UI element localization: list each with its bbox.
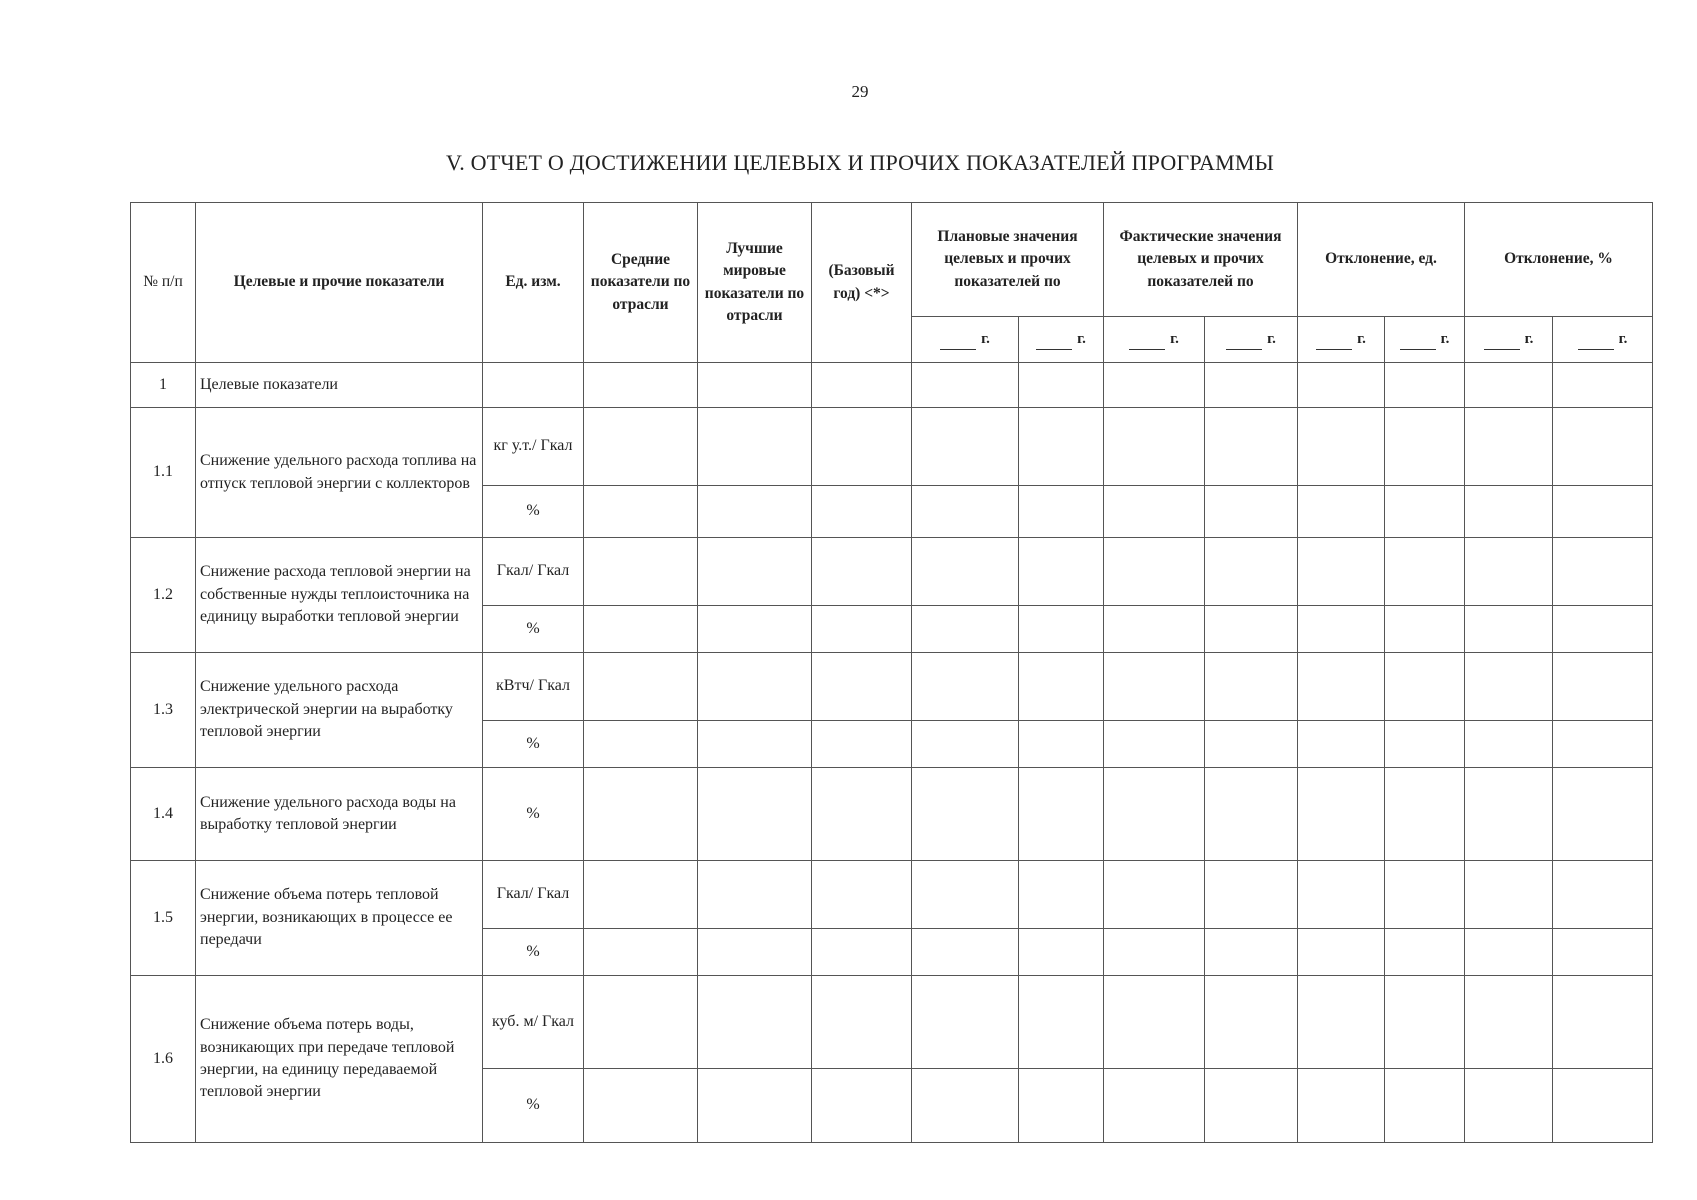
year-cell: г. (1465, 317, 1553, 363)
value-cell (584, 653, 698, 721)
header-avg: Средние показатели по отрасли (584, 203, 698, 363)
value-cell (812, 929, 912, 976)
value-cell (1019, 606, 1104, 653)
unit-cell: % (483, 768, 584, 861)
value-cell (812, 861, 912, 929)
value-cell (1385, 486, 1465, 538)
value-cell (1465, 408, 1553, 486)
value-cell (1465, 538, 1553, 606)
value-cell (1298, 721, 1385, 768)
value-cell (1205, 1069, 1298, 1143)
value-cell (812, 363, 912, 408)
value-cell (1104, 721, 1205, 768)
header-unit: Ед. изм. (483, 203, 584, 363)
value-cell (1019, 768, 1104, 861)
value-cell (698, 408, 812, 486)
value-cell (812, 653, 912, 721)
year-cell: г. (1553, 317, 1653, 363)
year-cell: г. (1298, 317, 1385, 363)
indicator-name: Снижение объема потерь тепловой энергии, возникающих в процессе ее передачи (196, 861, 483, 976)
value-cell (912, 1069, 1019, 1143)
value-cell (1298, 408, 1385, 486)
value-cell (1104, 976, 1205, 1069)
table-row (131, 538, 1653, 606)
value-cell (1104, 768, 1205, 861)
value-cell (912, 538, 1019, 606)
unit-cell: % (483, 1069, 584, 1143)
value-cell (1298, 486, 1385, 538)
value-cell (1465, 768, 1553, 861)
value-cell (1465, 1069, 1553, 1143)
value-cell (1385, 768, 1465, 861)
value-cell (1205, 363, 1298, 408)
value-cell (1553, 721, 1653, 768)
value-cell (1019, 929, 1104, 976)
section-title: V. ОТЧЕТ О ДОСТИЖЕНИИ ЦЕЛЕВЫХ И ПРОЧИХ ПОКАЗАТЕЛЕЙ ПРОГРАММЫ (446, 150, 1274, 175)
indicator-name: Целевые показатели (196, 363, 483, 408)
value-cell (912, 721, 1019, 768)
header-base: (Базовый год) <*> (812, 203, 912, 363)
value-cell (1019, 653, 1104, 721)
value-cell (912, 976, 1019, 1069)
header-indicators: Целевые и прочие показатели (196, 203, 483, 363)
value-cell (1465, 653, 1553, 721)
indicator-name: Снижение удельного расхода воды на выработку тепловой энергии (196, 768, 483, 861)
value-cell (1553, 486, 1653, 538)
value-cell (1465, 861, 1553, 929)
unit-cell: % (483, 486, 584, 538)
value-cell (1205, 721, 1298, 768)
value-cell (1553, 976, 1653, 1069)
value-cell (1205, 768, 1298, 861)
value-cell (1104, 538, 1205, 606)
value-cell (1019, 1069, 1104, 1143)
value-cell (1104, 408, 1205, 486)
value-cell (584, 1069, 698, 1143)
value-cell (698, 721, 812, 768)
value-cell (1019, 408, 1104, 486)
value-cell (584, 538, 698, 606)
value-cell (1104, 486, 1205, 538)
value-cell (1298, 976, 1385, 1069)
table-row (131, 861, 1653, 929)
unit-cell: % (483, 929, 584, 976)
header-actual: Фактические значения целевых и прочих показателей по (1104, 203, 1298, 317)
indicator-name: Снижение расхода тепловой энергии на собственные нужды теплоисточника на единицу выработки тепловой энергии (196, 538, 483, 653)
indicator-name: Снижение удельного расхода топлива на отпуск тепловой энергии с коллекторов (196, 408, 483, 538)
value-cell (1019, 538, 1104, 606)
value-cell (1205, 538, 1298, 606)
unit-cell (483, 363, 584, 408)
table-body (131, 363, 1653, 1143)
value-cell (1205, 861, 1298, 929)
value-cell (1385, 976, 1465, 1069)
unit-cell: куб. м/ Гкал (483, 976, 584, 1069)
unit-cell: кВтч/ Гкал (483, 653, 584, 721)
row-number: 1.5 (131, 861, 196, 976)
year-cell: г. (1385, 317, 1465, 363)
value-cell (698, 538, 812, 606)
value-cell (1205, 606, 1298, 653)
value-cell (1019, 861, 1104, 929)
value-cell (912, 486, 1019, 538)
unit-cell: Гкал/ Гкал (483, 538, 584, 606)
table-row (131, 768, 1653, 861)
table-row (131, 363, 1653, 408)
value-cell (1385, 538, 1465, 606)
value-cell (1385, 606, 1465, 653)
year-cell: г. (1104, 317, 1205, 363)
value-cell (1104, 1069, 1205, 1143)
unit-cell: Гкал/ Гкал (483, 861, 584, 929)
value-cell (1205, 976, 1298, 1069)
value-cell (812, 1069, 912, 1143)
value-cell (1465, 486, 1553, 538)
value-cell (1104, 929, 1205, 976)
value-cell (584, 768, 698, 861)
value-cell (812, 721, 912, 768)
value-cell (1385, 861, 1465, 929)
value-cell (1019, 486, 1104, 538)
value-cell (1465, 606, 1553, 653)
value-cell (912, 861, 1019, 929)
report-table (130, 202, 1653, 1143)
value-cell (1298, 606, 1385, 653)
value-cell (1553, 363, 1653, 408)
value-cell (698, 976, 812, 1069)
value-cell (1553, 538, 1653, 606)
value-cell (584, 976, 698, 1069)
value-cell (584, 929, 698, 976)
value-cell (1465, 721, 1553, 768)
value-cell (1553, 653, 1653, 721)
value-cell (1298, 653, 1385, 721)
header-best: Лучшие мировые показатели по отрасли (698, 203, 812, 363)
header-planned: Плановые значения целевых и прочих показателей по (912, 203, 1104, 317)
value-cell (1104, 861, 1205, 929)
value-cell (1205, 653, 1298, 721)
value-cell (1298, 861, 1385, 929)
unit-cell: кг у.т./ Гкал (483, 408, 584, 486)
value-cell (1205, 408, 1298, 486)
value-cell (584, 721, 698, 768)
table-row (131, 653, 1653, 721)
value-cell (912, 363, 1019, 408)
value-cell (912, 606, 1019, 653)
value-cell (812, 976, 912, 1069)
row-number: 1.1 (131, 408, 196, 538)
value-cell (698, 768, 812, 861)
value-cell (1465, 976, 1553, 1069)
value-cell (812, 606, 912, 653)
value-cell (1298, 1069, 1385, 1143)
value-cell (1553, 861, 1653, 929)
value-cell (584, 606, 698, 653)
value-cell (1385, 1069, 1465, 1143)
value-cell (1553, 929, 1653, 976)
value-cell (1553, 1069, 1653, 1143)
value-cell (1019, 976, 1104, 1069)
value-cell (912, 768, 1019, 861)
row-number: 1.6 (131, 976, 196, 1143)
value-cell (1298, 929, 1385, 976)
value-cell (1205, 486, 1298, 538)
value-cell (912, 929, 1019, 976)
indicator-name: Снижение удельного расхода электрической энергии на выработку тепловой энергии (196, 653, 483, 768)
indicator-name: Снижение объема потерь воды, возникающих при передаче тепловой энергии, на единицу передаваемой тепловой энергии (196, 976, 483, 1143)
row-number: 1.3 (131, 653, 196, 768)
value-cell (812, 408, 912, 486)
value-cell (1465, 363, 1553, 408)
value-cell (1019, 721, 1104, 768)
value-cell (698, 606, 812, 653)
value-cell (584, 861, 698, 929)
row-number: 1.2 (131, 538, 196, 653)
header-dev-pct: Отклонение, % (1465, 203, 1653, 317)
unit-cell: % (483, 721, 584, 768)
value-cell (698, 653, 812, 721)
value-cell (1205, 929, 1298, 976)
value-cell (1104, 653, 1205, 721)
value-cell (1298, 538, 1385, 606)
year-cell: г. (1019, 317, 1104, 363)
unit-cell: % (483, 606, 584, 653)
value-cell (1465, 929, 1553, 976)
value-cell (698, 929, 812, 976)
value-cell (1385, 721, 1465, 768)
year-cell: г. (1205, 317, 1298, 363)
value-cell (1553, 606, 1653, 653)
value-cell (912, 408, 1019, 486)
value-cell (912, 653, 1019, 721)
value-cell (584, 408, 698, 486)
row-number: 1 (131, 363, 196, 408)
page-number: 29 (851, 82, 869, 101)
header-num: № п/п (131, 203, 196, 363)
row-number: 1.4 (131, 768, 196, 861)
header-dev-units: Отклонение, ед. (1298, 203, 1465, 317)
value-cell (1385, 408, 1465, 486)
value-cell (1298, 768, 1385, 861)
value-cell (1385, 653, 1465, 721)
value-cell (812, 486, 912, 538)
value-cell (1553, 408, 1653, 486)
value-cell (698, 363, 812, 408)
value-cell (1553, 768, 1653, 861)
value-cell (584, 363, 698, 408)
value-cell (1104, 363, 1205, 408)
value-cell (1385, 929, 1465, 976)
table-row (131, 408, 1653, 486)
value-cell (812, 768, 912, 861)
year-cell: г. (912, 317, 1019, 363)
value-cell (1298, 363, 1385, 408)
value-cell (584, 486, 698, 538)
value-cell (1104, 606, 1205, 653)
value-cell (1385, 363, 1465, 408)
value-cell (698, 861, 812, 929)
value-cell (1019, 363, 1104, 408)
value-cell (812, 538, 912, 606)
table-row (131, 976, 1653, 1069)
value-cell (698, 486, 812, 538)
value-cell (698, 1069, 812, 1143)
